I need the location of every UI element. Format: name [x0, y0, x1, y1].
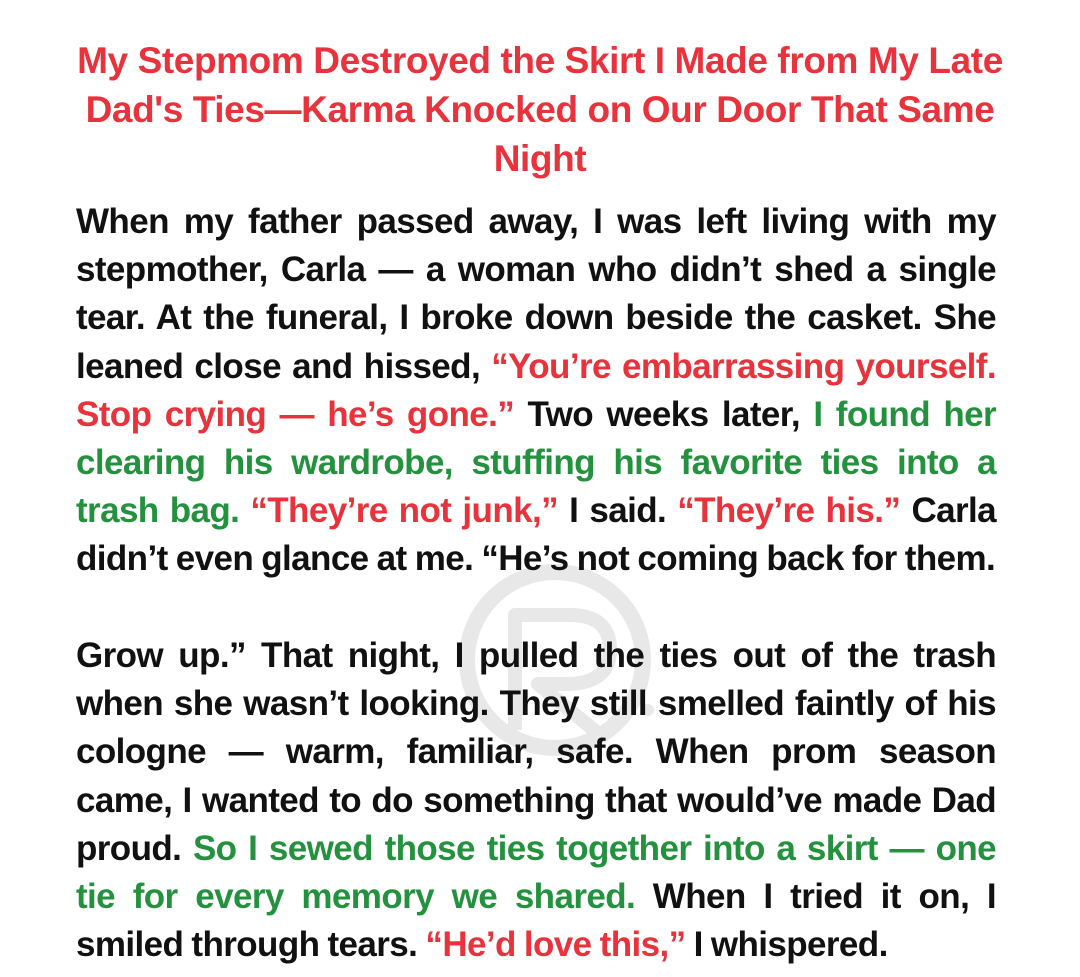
quote-theyre-his: “They’re his.” — [677, 491, 901, 531]
highlight-sewed-skirt: So I sewed those ties together into a skirt — one tie for every memory we shared. — [76, 828, 997, 917]
paragraph-1-text-5: Carla didn’t even glance at me. “He’s not coming back for them. — [76, 491, 996, 579]
paragraph-1-text-4: I said. — [558, 491, 678, 531]
paragraph-1-text-3 — [239, 491, 250, 530]
quote-hed-love-this: “He’d love this,” — [425, 925, 686, 965]
paragraph-1-text-2: Two weeks later, — [514, 394, 814, 434]
quote-not-junk: “They’re not junk,” — [250, 491, 558, 531]
paragraph-1 — [76, 198, 996, 584]
quote-embarrassing: “You’re embarrassing yourself. Stop crying — he’s gone.” — [76, 346, 996, 434]
paragraph-2-text-2: When I tried it on, I smiled through tears. — [76, 877, 996, 965]
paragraph-1-text-1: When my father passed away, I was left living with my stepmother, Carla — a woman who didn’t shed a single tear. At the funeral, I broke down beside the casket. She leaned close and hissed, — [76, 202, 996, 386]
article-title: My Stepmom Destroyed the Skirt I Made from My Late Dad's Ties—Karma Knocked on Our Door That Same Night — [77, 40, 1003, 179]
paragraph-2 — [76, 632, 996, 969]
highlight-clearing-wardrobe: I found her clearing his wardrobe, stuffing his favorite ties into a trash bag. — [76, 394, 996, 531]
paragraph-2-text-3: I whispered. — [685, 925, 888, 965]
paragraph-2-text-1: Grow up.” That night, I pulled the ties out of the trash when she wasn’t looking. They still smelled faintly of his cologne — warm, familiar, safe. When prom season came, I wanted to do something that would’ve made Dad proud. — [76, 636, 996, 868]
